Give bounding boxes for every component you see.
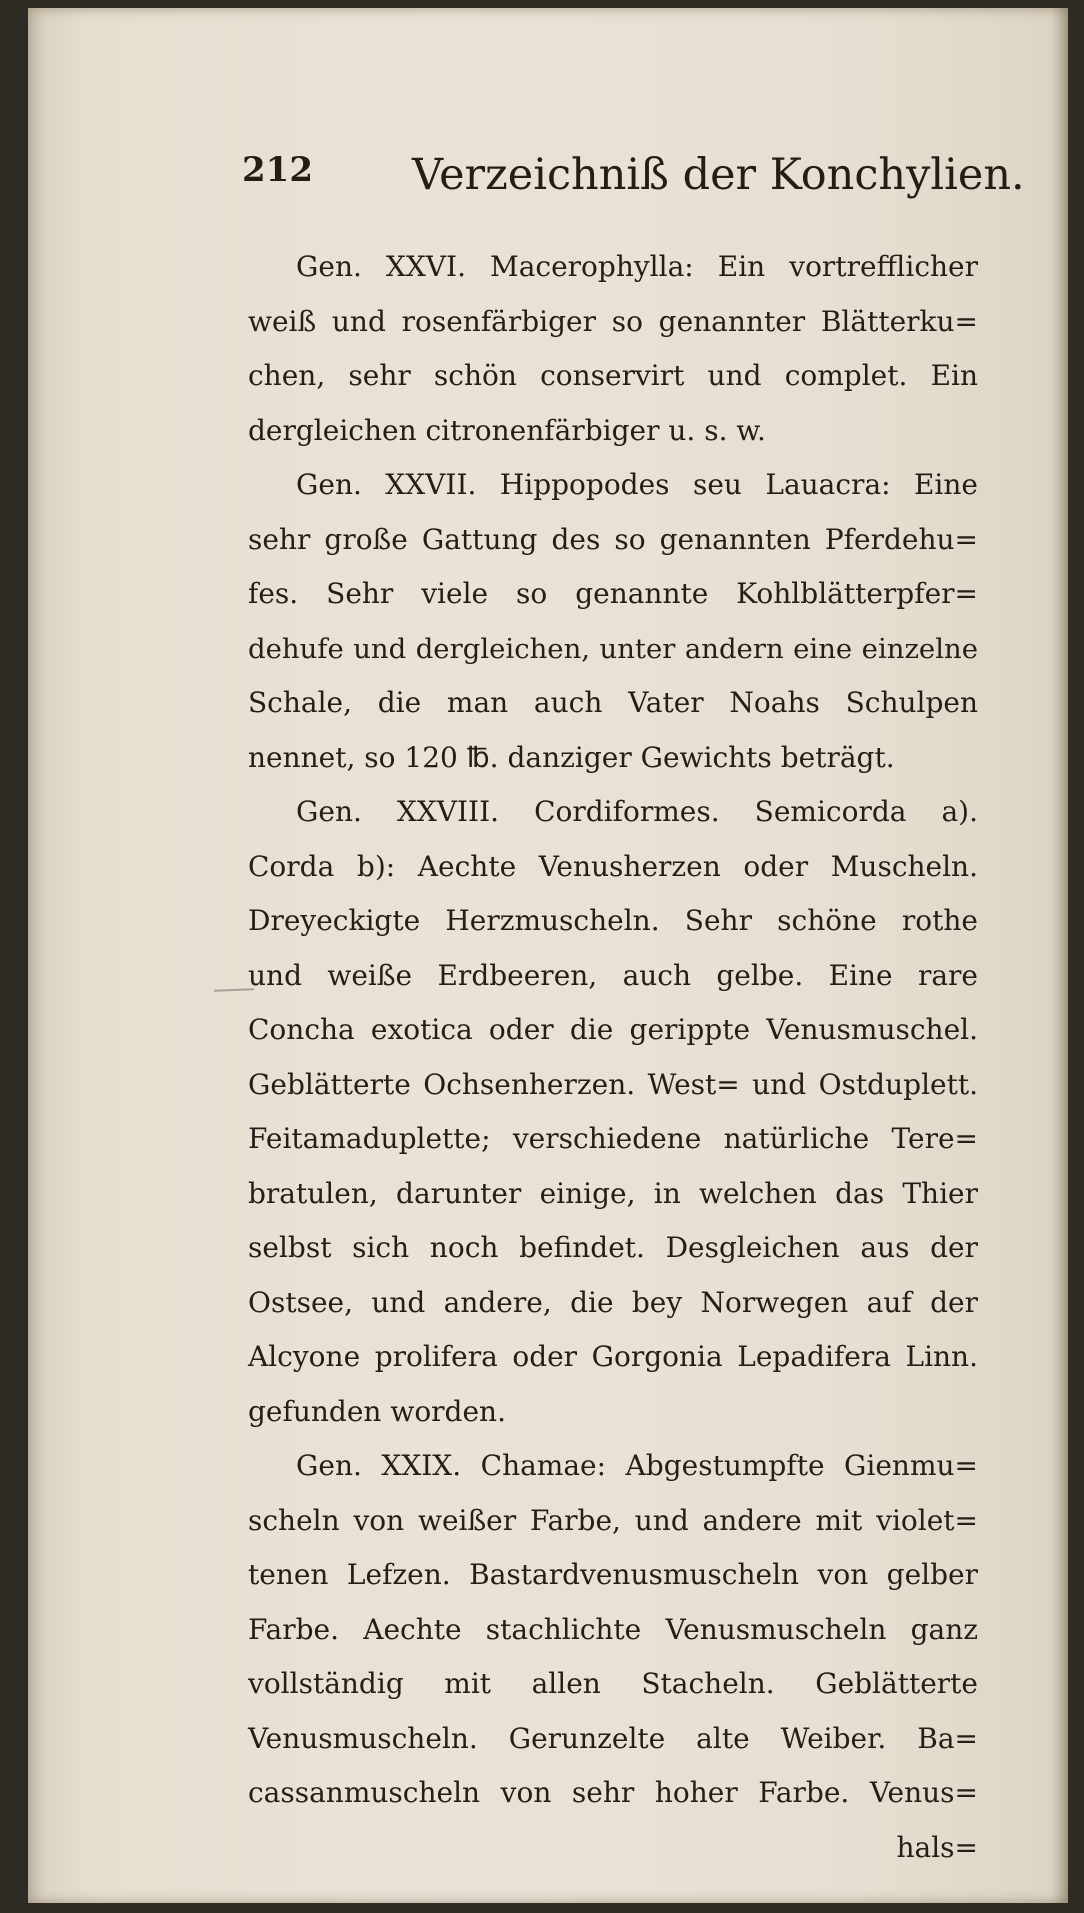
text-line: gefunden worden.: [248, 1394, 506, 1428]
text-line: Gen. XXVI. Macerophylla: Ein vortrefflicher: [296, 250, 978, 283]
text-line: Alcyone prolifera oder Gorgonia Lepadifera Linn.: [248, 1340, 978, 1373]
text-line: Dreyeckigte Herzmuscheln. Sehr schöne rothe: [248, 904, 978, 937]
text-line: Gen. XXIX. Chamae: Abgestumpfte Gienmu=: [296, 1449, 978, 1482]
text-line: Farbe. Aechte stachlichte Venusmuscheln ganz: [248, 1612, 978, 1646]
running-title: Verzeichniß der Konchylien.: [412, 150, 1025, 200]
text-line: Ostsee, und andere, die bey Norwegen auf der: [248, 1285, 978, 1319]
text-line: Feitamaduplette; verschiedene natürliche Tere=: [248, 1122, 978, 1155]
text-line: Gen. XXVII. Hippopodes seu Lauacra: Eine: [296, 468, 978, 501]
text-line: fes. Sehr viele so genannte Kohlblätterpfer=: [248, 577, 978, 610]
text-line: vollständig mit allen Stacheln. Geblätterte: [248, 1667, 978, 1700]
text-line: Venusmuscheln. Gerunzelte alte Weiber. Ba=: [248, 1721, 978, 1755]
text-line: Gen. XXVIII. Cordiformes. Semicorda a).: [296, 795, 978, 828]
text-line: bratulen, darunter einige, in welchen das Thier: [248, 1176, 978, 1210]
text-line: hals=: [896, 1830, 978, 1864]
page-edge-shadow: [1050, 8, 1068, 1903]
page-number: 212: [242, 150, 313, 190]
body-text: [248, 240, 978, 1875]
text-line: dehufe und dergleichen, unter andern eine einzelne: [248, 632, 978, 665]
text-line: Geblätterte Ochsenherzen. West= und Ostduplett.: [248, 1067, 978, 1101]
text-line: dergleichen citronenfärbiger u. s. w.: [248, 413, 766, 447]
text-line: weiß und rosenfärbiger so genannter Blätterku=: [248, 304, 978, 338]
text-line: chen, sehr schön conservirt und complet. Ein: [248, 359, 978, 392]
text-line: sehr große Gattung des so genannten Pferdehu=: [248, 522, 978, 556]
text-line: Concha exotica oder die gerippte Venusmuschel.: [248, 1013, 978, 1046]
text-line: tenen Lefzen. Bastardvenusmuscheln von gelber: [248, 1558, 978, 1591]
text-line: scheln von weißer Farbe, und andere mit violet=: [248, 1503, 978, 1537]
text-line: cassanmuscheln von sehr hoher Farbe. Venus=: [248, 1776, 978, 1809]
text-line: nennet, so 120 ℔. danziger Gewichts beträgt.: [248, 740, 895, 774]
text-line: und weiße Erdbeeren, auch gelbe. Eine rare: [248, 958, 978, 992]
text-line: Schale, die man auch Vater Noahs Schulpen: [248, 686, 978, 719]
text-line: Corda b): Aechte Venusherzen oder Muscheln.: [248, 849, 978, 883]
text-line: selbst sich noch befindet. Desgleichen aus der: [248, 1231, 978, 1264]
